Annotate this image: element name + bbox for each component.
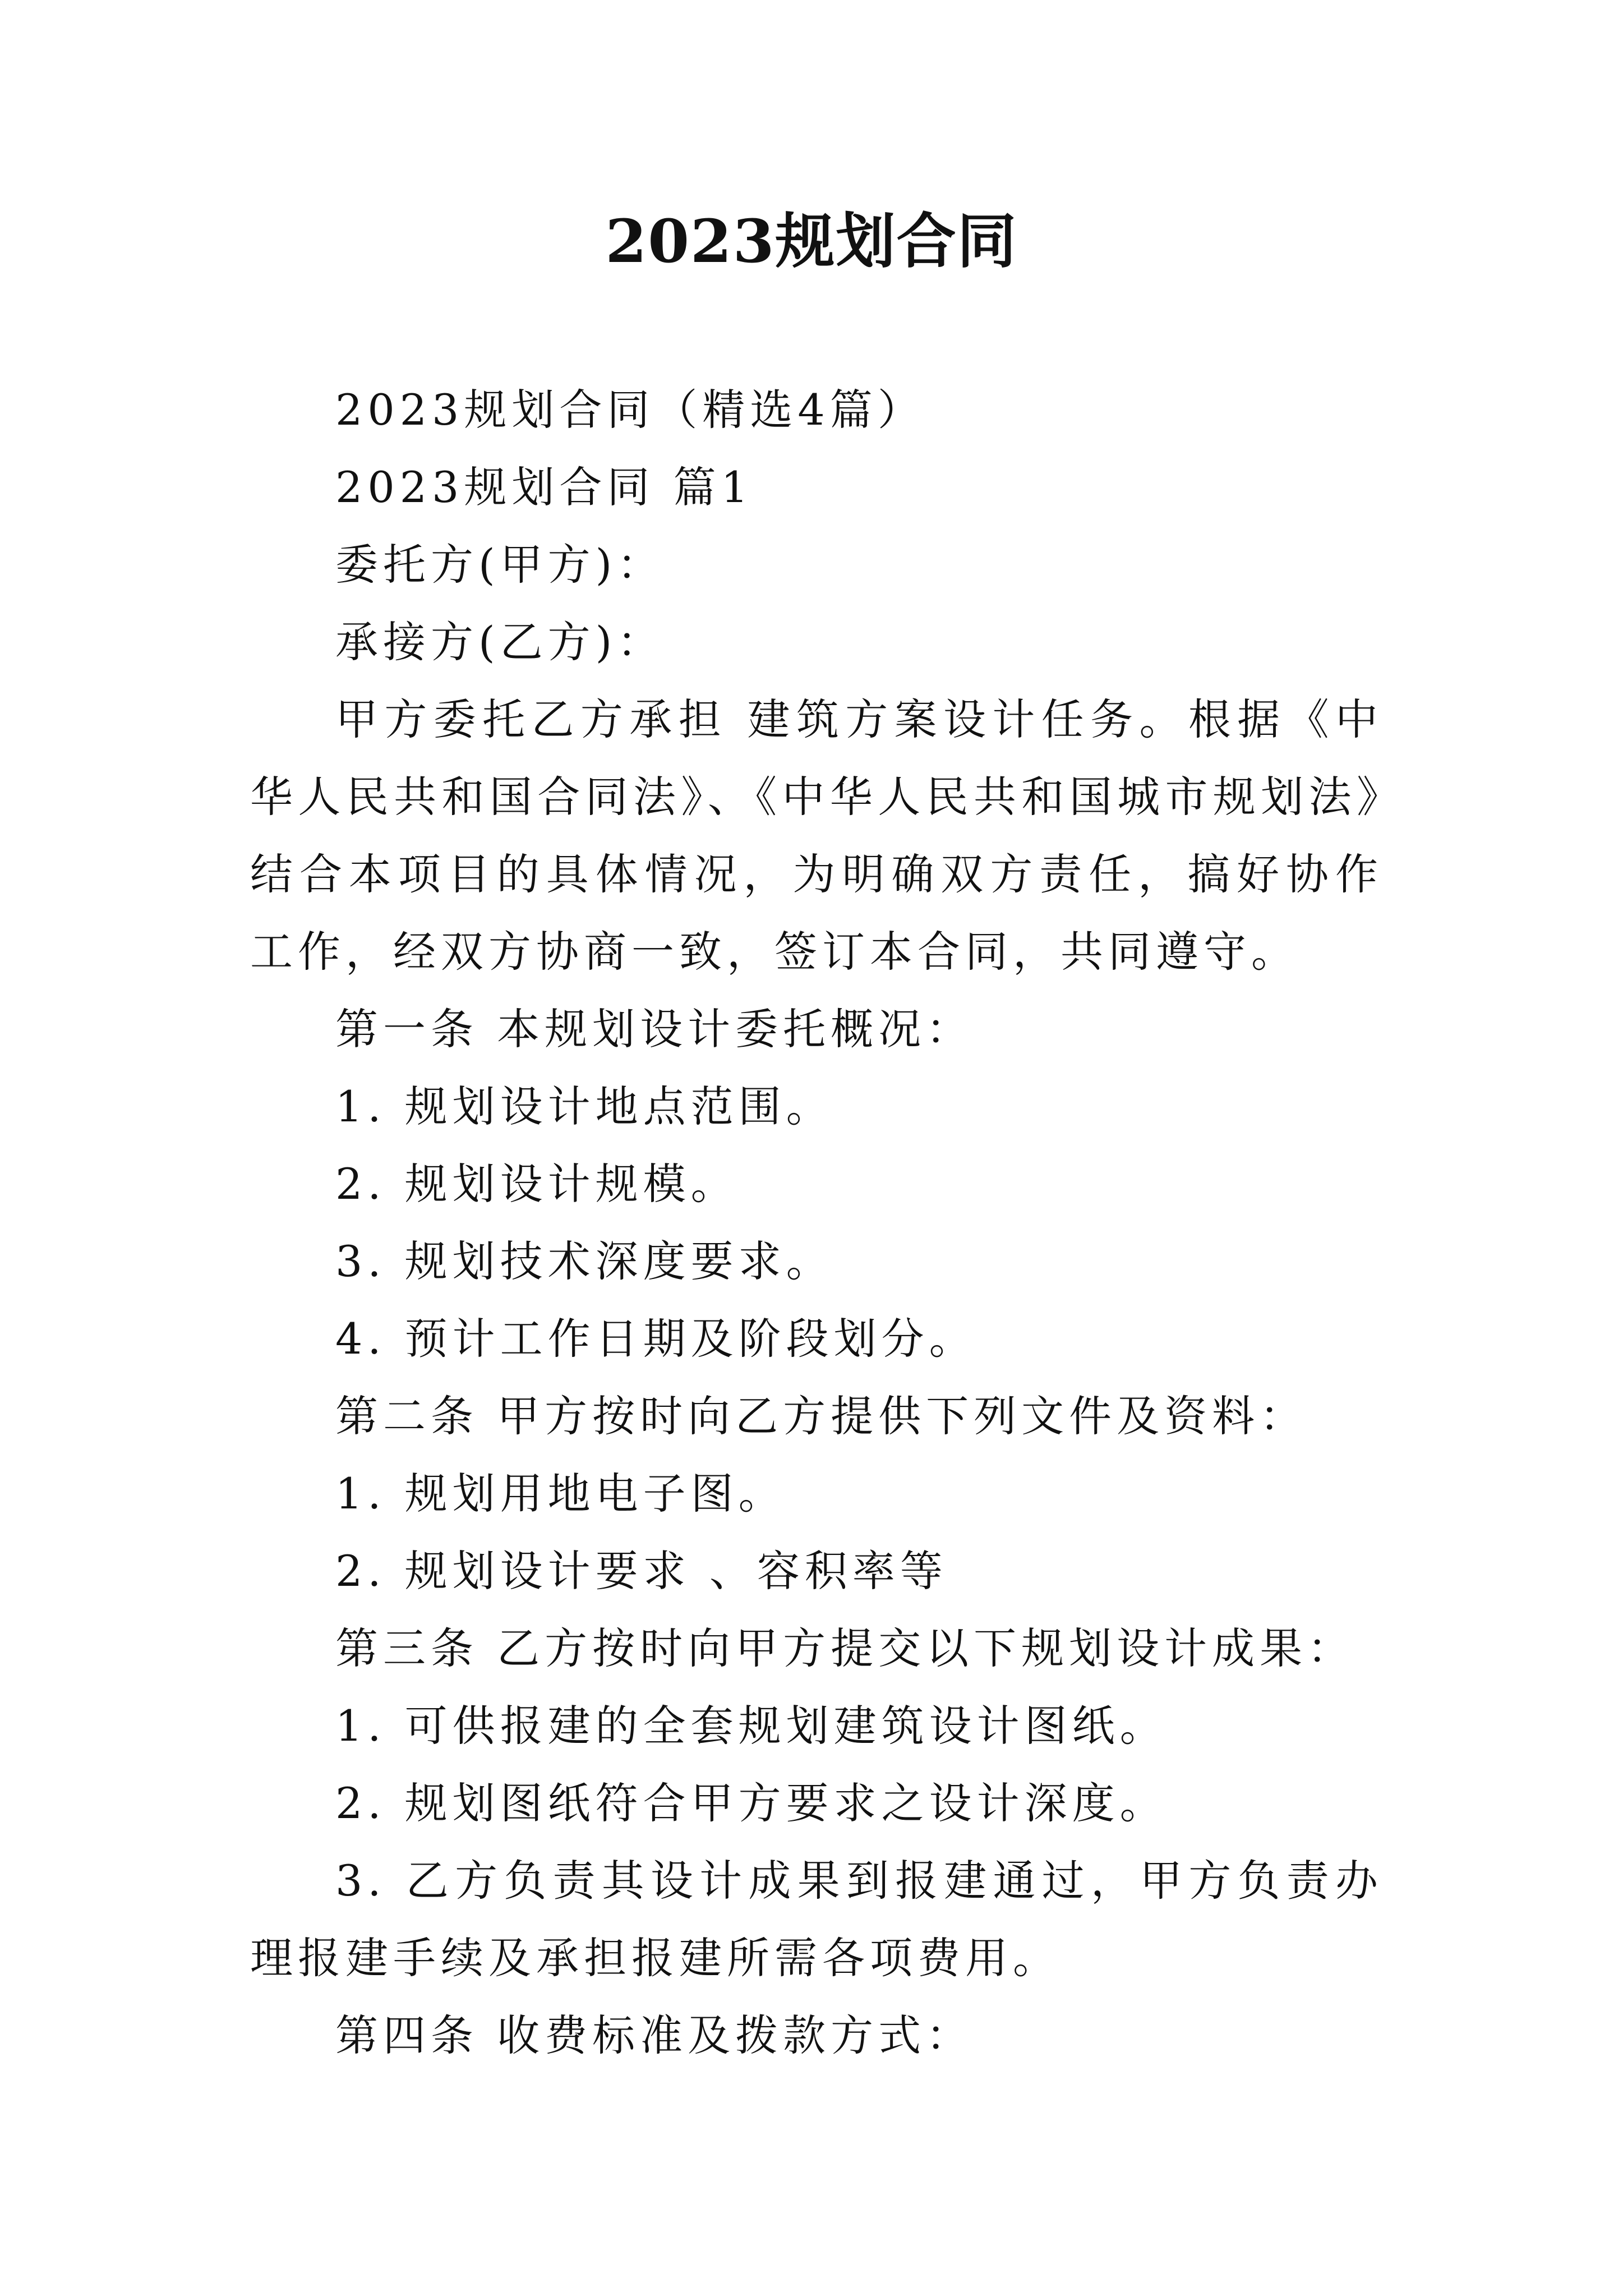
paragraph-article-1-item-3: 3. 规划技术深度要求。 xyxy=(335,1236,834,1286)
paragraph-article-1: 第一条 本规划设计委托概况： xyxy=(335,1004,974,1054)
paragraph-article-4: 第四条 收费标准及拨款方式： xyxy=(335,2010,974,2060)
paragraph-article-3-item-2: 2. 规划图纸符合甲方要求之设计深度。 xyxy=(335,1778,1168,1828)
paragraph-article-3-item-1: 1. 可供报建的全套规划建筑设计图纸。 xyxy=(335,1701,1168,1751)
paragraph-article-2-item-2: 2. 规划设计要求 、容积率等 xyxy=(335,1546,948,1596)
paragraph-part-heading: 2023规划合同 篇1 xyxy=(335,462,753,512)
document-body xyxy=(250,371,1383,2074)
paragraph-article-2: 第二条 甲方按时向乙方提供下列文件及资料： xyxy=(335,1391,1308,1441)
paragraph-client-party: 委托方(甲方)： xyxy=(335,540,665,590)
paragraph-article-1-item-2: 2. 规划设计规模。 xyxy=(335,1159,739,1209)
document-title: 2023规划合同 xyxy=(605,206,1018,276)
paragraph-contractor-party: 承接方(乙方)： xyxy=(335,617,665,667)
paragraph-article-3: 第三条 乙方按时向甲方提交以下规划设计成果： xyxy=(335,1623,1355,1673)
paragraph-contract-collection: 2023规划合同（精选4篇） xyxy=(335,385,925,435)
paragraph-article-3-item-3: 3. 乙方负责其设计成果到报建通过，甲方负责办理报建手续及承担报建所需各项费用。 xyxy=(250,1856,1383,1983)
paragraph-intro: 甲方委托乙方承担 建筑方案设计任务。根据《中华人民共和国合同法》、《中华人民共和国城市规划法》结合本项目的具体情况，为明确双方责任，搞好协作工作，经双方协商一致，签订本合同，共同遵守。 xyxy=(250,694,1383,977)
paragraph-article-2-item-1: 1. 规划用地电子图。 xyxy=(335,1469,786,1519)
paragraph-article-1-item-1: 1. 规划设计地点范围。 xyxy=(335,1082,834,1131)
paragraph-article-1-item-4: 4. 预计工作日期及阶段划分。 xyxy=(335,1314,977,1364)
